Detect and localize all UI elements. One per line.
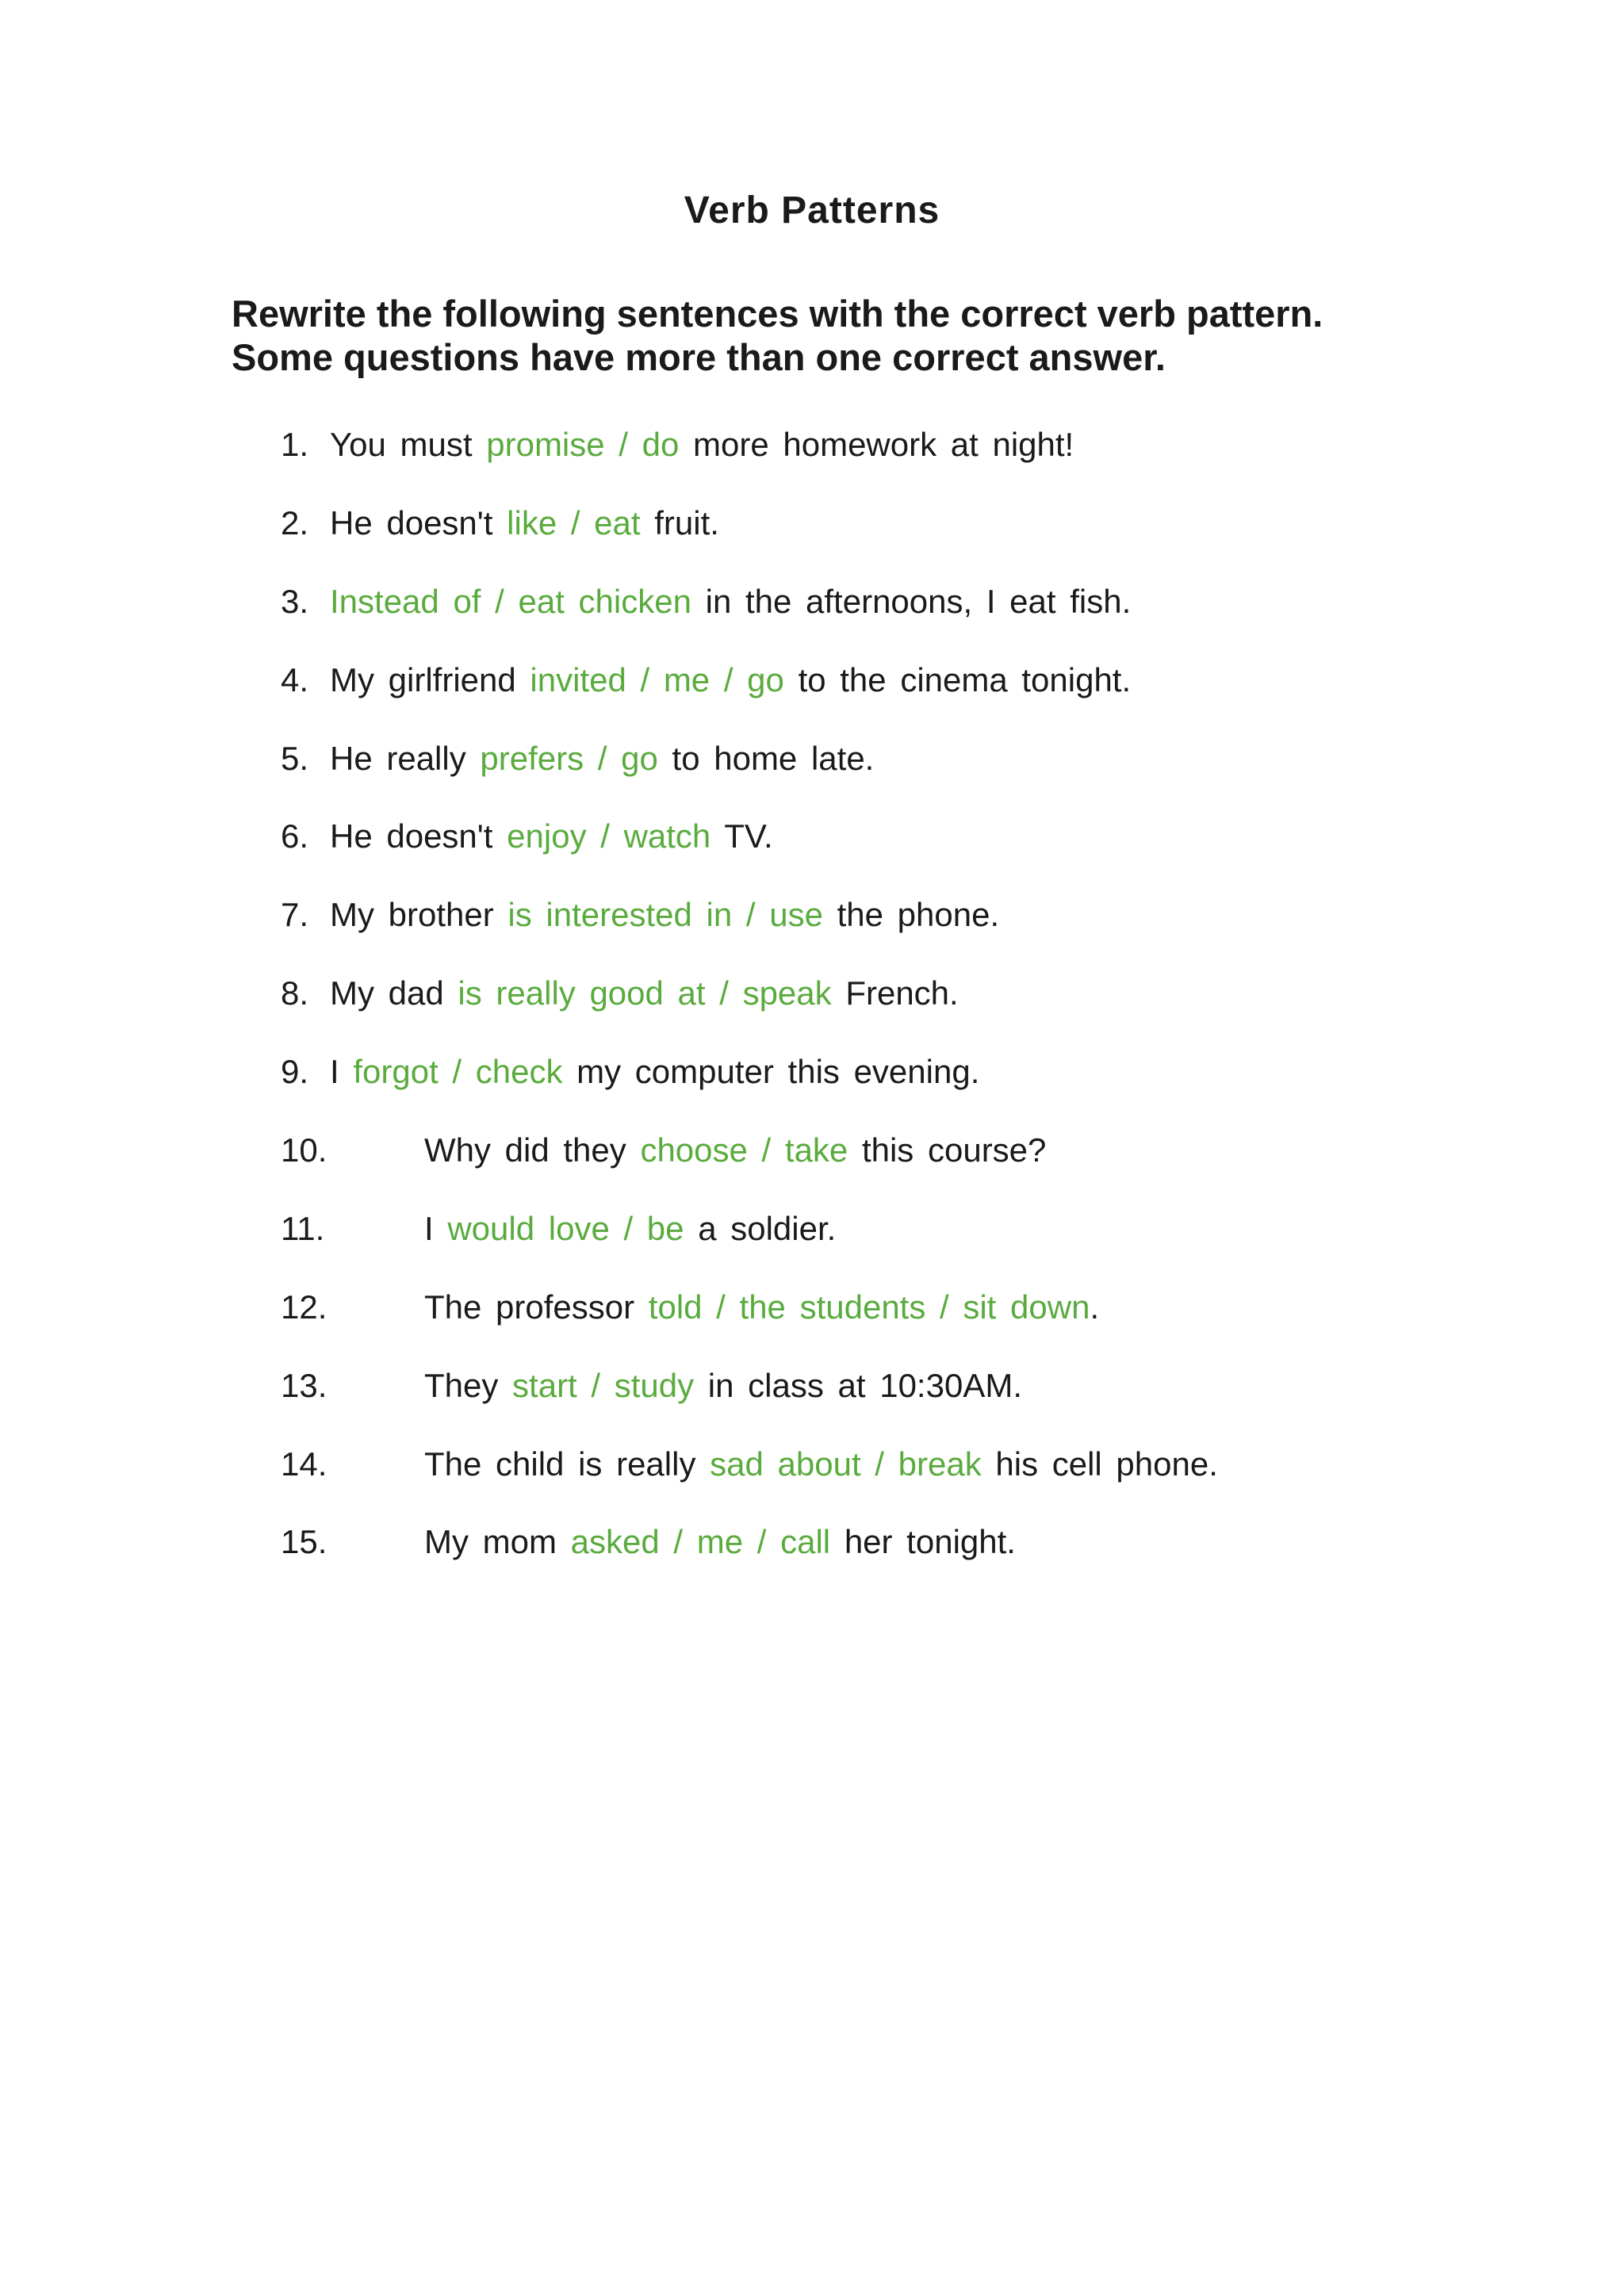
list-item [0, 733, 1624, 811]
list-item [0, 967, 1624, 1046]
item-sentence [424, 1281, 1099, 1334]
verb-pattern-answer: promise / do [486, 426, 680, 463]
item-number: 3. [281, 582, 309, 620]
item-number: 4. [281, 660, 309, 698]
list-item [0, 1438, 1624, 1517]
verb-pattern-answer: forgot / check [353, 1053, 563, 1091]
verb-pattern-answer: enjoy / watch [507, 817, 711, 855]
sentence-start: The child is really [424, 1445, 696, 1483]
item-sentence [330, 889, 999, 941]
item-sentence [424, 1124, 1046, 1177]
item-sentence [330, 1046, 979, 1098]
list-item [0, 810, 1624, 889]
item-number: 13. [281, 1366, 327, 1404]
item-number: 7. [281, 896, 309, 934]
page-title: Verb Patterns [684, 189, 940, 232]
verb-pattern-answer: invited / me / go [530, 660, 784, 698]
item-number: 14. [281, 1445, 327, 1483]
verb-pattern-answer: sad about / break [710, 1445, 982, 1483]
item-sentence [330, 733, 874, 785]
sentence-end: fruit. [654, 503, 719, 541]
sentence-end: in the afternoons, I eat fish. [705, 582, 1132, 620]
item-number: 8. [281, 974, 309, 1012]
sentence-start: The professor [424, 1288, 635, 1326]
sentence-start: He doesn't [330, 503, 493, 541]
verb-pattern-answer: Instead of / eat chicken [330, 582, 691, 620]
verb-pattern-answer: would love / be [447, 1209, 684, 1247]
list-item [0, 1124, 1624, 1203]
item-number: 12. [281, 1288, 327, 1326]
sentence-start: You must [330, 426, 473, 463]
sentence-end: his cell phone. [995, 1445, 1218, 1483]
sentence-end: my computer this evening. [576, 1053, 980, 1091]
verb-pattern-answer: choose / take [640, 1131, 848, 1169]
sentence-end: to the cinema tonight. [798, 660, 1132, 698]
list-item [0, 497, 1624, 576]
sentence-start: I [330, 1053, 339, 1091]
sentence-start: My mom [424, 1523, 557, 1561]
verb-pattern-answer: asked / me / call [570, 1523, 831, 1561]
verb-pattern-answer: is interested in / use [508, 896, 823, 934]
item-sentence [424, 1516, 1016, 1568]
sentence-end: a soldier. [698, 1209, 837, 1247]
list-item [0, 1360, 1624, 1438]
sentence-end: this course? [861, 1131, 1047, 1169]
list-item [0, 1516, 1624, 1594]
item-sentence [330, 419, 1074, 471]
instructions [232, 292, 1500, 379]
item-number: 5. [281, 739, 309, 777]
item-sentence [424, 1203, 836, 1255]
item-number: 1. [281, 426, 309, 463]
item-sentence [330, 576, 1131, 628]
instruction-line: Rewrite the following sentences with the correct verb pattern. [232, 293, 1323, 335]
sentence-start: He really [330, 739, 466, 777]
sentence-end: . [1090, 1288, 1100, 1326]
sentence-start: They [424, 1366, 499, 1404]
item-number: 2. [281, 503, 309, 541]
sentence-start: He doesn't [330, 817, 493, 855]
item-number: 9. [281, 1053, 309, 1091]
list-item [0, 654, 1624, 733]
list-item [0, 1281, 1624, 1360]
list-item [0, 1203, 1624, 1281]
sentence-start: My girlfriend [330, 660, 516, 698]
sentence-end: to home late. [672, 739, 875, 777]
list-item [0, 576, 1624, 654]
verb-pattern-answer: is really good at / speak [458, 974, 832, 1012]
verb-pattern-answer: prefers / go [480, 739, 658, 777]
item-number: 15. [281, 1523, 327, 1561]
sentence-end: more homework at night! [693, 426, 1074, 463]
sentence-start: My dad [330, 974, 444, 1012]
exercise-list [0, 419, 1624, 1594]
verb-pattern-answer: start / study [512, 1366, 695, 1404]
item-sentence [330, 810, 773, 863]
list-item [0, 419, 1624, 497]
list-item [0, 889, 1624, 967]
item-sentence [330, 497, 719, 549]
sentence-end: French. [845, 974, 959, 1012]
instruction-line: Some questions have more than one correct answer. [232, 336, 1166, 378]
item-sentence [424, 1360, 1022, 1412]
sentence-end: her tonight. [844, 1523, 1016, 1561]
verb-pattern-answer: like / eat [507, 503, 641, 541]
sentence-end: in class at 10:30AM. [707, 1366, 1022, 1404]
list-item [0, 1046, 1624, 1124]
sentence-end: the phone. [837, 896, 1000, 934]
sentence-start: Why did they [424, 1131, 626, 1169]
item-number: 11. [281, 1209, 325, 1247]
item-number: 10. [281, 1131, 327, 1169]
sentence-end: TV. [724, 817, 773, 855]
item-number: 6. [281, 817, 309, 855]
item-sentence [424, 1438, 1218, 1490]
item-sentence [330, 654, 1131, 706]
sentence-start: My brother [330, 896, 494, 934]
item-sentence [330, 967, 959, 1020]
verb-pattern-answer: told / the students / sit down [648, 1288, 1090, 1326]
sentence-start: I [424, 1209, 434, 1247]
